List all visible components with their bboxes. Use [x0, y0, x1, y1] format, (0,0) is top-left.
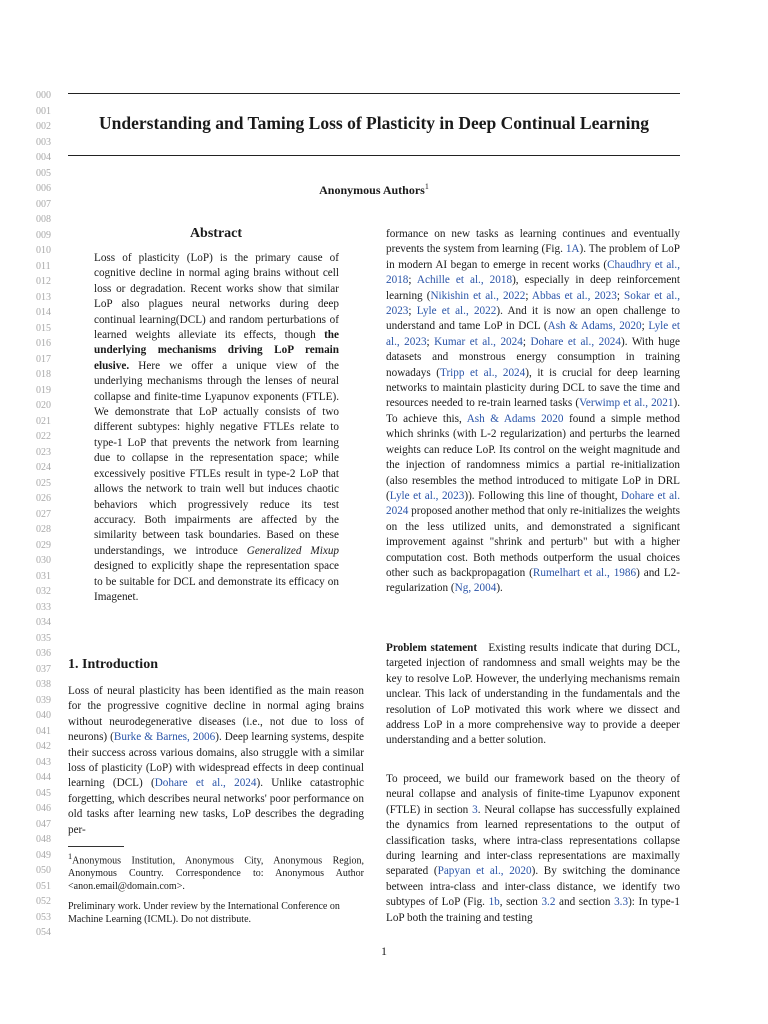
- body-text: ). To achieve this,: [386, 397, 680, 425]
- body-text: ). Deep learning systems, despite their success across various domains, also struggle with a similar loss of plasticity (LoP) with widespread effects in deep continual learning (DCL) (: [68, 731, 365, 790]
- line-number: 046: [36, 803, 51, 814]
- citation-link[interactable]: Kumar et al., 2024: [434, 335, 523, 348]
- line-number: 053: [36, 911, 51, 923]
- line-number: 010: [36, 245, 51, 256]
- citation-link[interactable]: Sokar et al., 2023: [386, 289, 681, 318]
- line-number: 042: [36, 741, 51, 752]
- body-text: ). Unlike catastrophic forgetting, which describes neural networks' poor performance on old tasks after learning new tasks, LoP describes the degrading per-: [68, 777, 364, 836]
- line-number: 048: [36, 834, 51, 845]
- body-text: ;: [525, 289, 532, 302]
- citation-link[interactable]: Ash & Adams, 2020: [547, 320, 642, 333]
- line-number: 018: [36, 369, 51, 380]
- body-text: . Neural collapse has successfully explained the dynamics from learned representations to the output of classification tasks, where intra-class representations collapse during learning and inter-class representations are maximally separated (: [386, 803, 680, 878]
- line-number: 050: [36, 865, 51, 876]
- citation-link[interactable]: Dohare et al. 2024: [386, 489, 680, 518]
- citation-link[interactable]: Lyle et al., 2023: [386, 320, 680, 348]
- abstract-text: Loss of plasticity (LoP) is the primary cause of cognitive decline in normal aging brains without cell loss or degradation. Recent works show that similar LoP also plagues neural networks during deep continual learning(DCL) and random perturbations of learned weights alleviate its effects, though: [94, 252, 339, 342]
- line-number: 041: [36, 725, 51, 737]
- citation-link[interactable]: Achille et al., 2018: [416, 274, 513, 287]
- line-number: 047: [36, 818, 51, 830]
- citation-link[interactable]: Burke & Barnes, 2006: [113, 731, 216, 744]
- line-number: 020: [36, 400, 51, 411]
- affiliation-footnote: [68, 850, 364, 893]
- line-number: 009: [36, 229, 51, 241]
- line-number: 039: [36, 694, 51, 706]
- line-number: 017: [36, 353, 51, 365]
- line-number: 032: [36, 586, 51, 597]
- top-rule: [68, 93, 680, 94]
- line-number: 026: [36, 493, 51, 504]
- body-text: ), especially in deep reinforcement learning (: [386, 274, 681, 302]
- proceed-paragraph: [386, 772, 680, 926]
- line-number: 016: [36, 338, 51, 349]
- citation-link[interactable]: 1b: [488, 896, 500, 909]
- line-number: 000: [36, 90, 51, 101]
- footnote-mark: 1: [68, 852, 73, 861]
- line-number: 025: [36, 477, 51, 489]
- line-number: 024: [36, 462, 51, 473]
- citation-link[interactable]: Abbas et al., 2023: [531, 289, 617, 302]
- intro-paragraph: [68, 684, 364, 838]
- body-text: )). Following this line of thought,: [464, 489, 622, 502]
- body-text: ). And it is now an open challenge to understand and tame LoP in DCL (: [386, 305, 681, 333]
- body-text: ;: [616, 289, 625, 302]
- section-heading-introduction: 1. Introduction: [68, 657, 158, 672]
- paper-title: Understanding and Taming Loss of Plasticity in Deep Continual Learning: [99, 113, 649, 133]
- line-number: 054: [36, 927, 51, 938]
- line-number: 045: [36, 787, 51, 799]
- line-number: 012: [36, 276, 51, 287]
- line-number: 007: [36, 198, 51, 210]
- citation-link[interactable]: Lyle et al., 2022: [416, 305, 497, 318]
- line-number: 028: [36, 524, 51, 535]
- page-number: 1: [381, 944, 387, 958]
- citation-link[interactable]: Ng, 2004: [454, 582, 497, 595]
- preliminary-notice: Preliminary work. Under review by the International Conference on Machine Learning (ICML). Do not distribute.: [68, 901, 340, 925]
- body-text: ). The problem of LoP in modern AI began to emerge in recent works (: [386, 243, 681, 271]
- line-number: 004: [36, 152, 51, 163]
- line-number: 037: [36, 663, 51, 675]
- body-text: ), it is crucial for deep learning networks to maintain plasticity during DCL to save the time and resources needed to re-train learned tasks (: [386, 366, 681, 410]
- intro-paragraph-continued: [386, 227, 680, 597]
- line-number: 044: [36, 772, 51, 783]
- line-number: 040: [36, 710, 51, 721]
- body-text: Existing results indicate that during DCL, targeted injection of randomness and small weights may be the key to resolve LoP. However, the underlying mechanisms remain unclear. This lack of understanding in the fundamentals and the resolution of LoP motivated this work where we dissect and address LoP in a more comprehensive way to provide a deeper understanding and a better solution.: [386, 642, 680, 747]
- citation-link[interactable]: Chaudhry et al., 2018: [386, 258, 680, 287]
- line-number: 030: [36, 555, 51, 566]
- body-text: ). By switching the dominance between intra-class and inter-class distance, we identify two subtypes of LoP (Fig.: [386, 865, 680, 909]
- body-text: , section: [499, 896, 542, 909]
- title-bottom-rule: [68, 155, 680, 156]
- line-number: 015: [36, 322, 51, 334]
- line-number: 001: [36, 105, 51, 117]
- author-footnote-mark: 1: [424, 182, 429, 191]
- body-text: proposed another method that only re-initializes the weights on the less utilized units, and demonstrated a significant improvement against "shrink and perturb" but with a higher computation cost. Both methods outperform the usual choices other such as backpropagation (: [386, 505, 680, 579]
- line-number: 008: [36, 214, 51, 225]
- line-number: 027: [36, 508, 51, 520]
- abstract-text: designed to explicitly shape the representation space to be suitable for DCL and demonstrate its efficacy on Imagenet.: [94, 560, 339, 603]
- body-text: found a simple method which shrinks (with L-2 regularization) and perturbs the learned weights can reduce LoP. Its control on the weight magnitude and the injection of randomness mimics a partial re-initialization (also resembles the method introduced to mitigate LoP in DRL (: [386, 412, 680, 502]
- line-numbers: [36, 88, 58, 941]
- author-line: [68, 182, 680, 198]
- line-number: 051: [36, 880, 51, 892]
- body-text: ;: [426, 335, 435, 348]
- citation-link[interactable]: Tripp et al., 2024: [440, 366, 526, 379]
- citation-link[interactable]: Dohare et al., 2024: [154, 777, 257, 790]
- body-text: ): In type-1 LoP both the training and testing: [386, 896, 680, 924]
- body-text: To proceed, we build our framework based on the theory of neural collapse and analysis of finite-time Lyapunov exponent (FTLE) in section: [386, 773, 680, 816]
- line-number: 013: [36, 291, 51, 303]
- line-number: 031: [36, 570, 51, 582]
- citation-link[interactable]: 1A: [565, 243, 580, 256]
- citation-link[interactable]: 3.3: [614, 896, 629, 909]
- line-number: 034: [36, 617, 51, 628]
- body-text: and section: [555, 896, 615, 909]
- footnote-text: Anonymous Institution, Anonymous City, Anonymous Region, Anonymous Country. Correspondence to: Anonymous Author <anon.email@domain.com>.: [68, 855, 364, 893]
- line-number: 022: [36, 431, 51, 442]
- line-number: 029: [36, 539, 51, 551]
- line-number: 052: [36, 896, 51, 907]
- body-text: ;: [408, 305, 417, 318]
- abstract-heading: Abstract: [189, 226, 243, 241]
- line-number: 036: [36, 648, 51, 659]
- body-text: ;: [641, 320, 649, 333]
- line-number: 011: [36, 260, 51, 272]
- citation-link[interactable]: 3: [472, 803, 478, 816]
- body-text: ;: [522, 335, 531, 348]
- line-number: 049: [36, 849, 51, 861]
- line-number: 005: [36, 167, 51, 179]
- problem-statement-lead: Problem statement: [386, 642, 478, 654]
- body-text: ).: [496, 582, 503, 595]
- line-number: 023: [36, 446, 51, 458]
- abstract-italic: Generalized Mixup: [246, 544, 340, 557]
- line-number: 002: [36, 121, 51, 132]
- body-text: ). With huge datasets and monstrous energy consumption in training nowadays (: [386, 335, 680, 379]
- citation-link[interactable]: Lyle et al., 2023: [389, 489, 465, 502]
- abstract-bold: the underlying mechanisms driving LoP remain elusive.: [94, 329, 339, 372]
- body-text: ;: [408, 274, 417, 287]
- abstract-text: Here we offer a unique view of the underlying mechanisms through the lenses of neural collapse and finite-time Lyapunov exponents (FTLE). We demonstrate that LoP actually consists of two different subtypes: highly negative FTLEs relate to type-1 LoP that prevents the network from learning due to collapse in the representation space; while excessively positive FTLEs result in type-2 LoP that allows the network to train well but induces chaotic behaviors which progressively reduce its test accuracy. Both impairments are affected by the similarity between task boundaries. Based on these understandings, we introduce: [94, 359, 339, 557]
- citation-link[interactable]: Papyan et al., 2020: [437, 865, 532, 878]
- problem-statement-paragraph: [386, 641, 680, 749]
- body-text: Loss of neural plasticity has been identified as the main reason for the progressive cognitive decline in normal aging brains without neurodegenerative diseases (i.e., not due to loss of neurons) (: [68, 685, 364, 744]
- body-text: formance on new tasks as learning continues and eventually prevents the system from learning (Fig.: [386, 228, 680, 256]
- line-number: 033: [36, 601, 51, 613]
- abstract-body: [94, 251, 339, 605]
- line-number: 014: [36, 307, 51, 318]
- body-text: ) and L2-regularization (: [386, 566, 681, 595]
- line-number: 006: [36, 183, 51, 194]
- line-number: 019: [36, 384, 51, 396]
- citation-link[interactable]: Ash & Adams 2020: [466, 412, 564, 425]
- citation-link[interactable]: 3.2: [541, 896, 556, 909]
- line-number: 035: [36, 632, 51, 644]
- citation-link[interactable]: Nikishin et al., 2022: [430, 289, 526, 302]
- line-number: 043: [36, 756, 51, 768]
- citation-link[interactable]: Verwimp et al., 2021: [579, 397, 674, 410]
- citation-link[interactable]: Rumelhart et al., 1986: [532, 566, 637, 579]
- line-number: 003: [36, 136, 51, 148]
- line-number: 038: [36, 679, 51, 690]
- footnote-rule: [68, 846, 124, 847]
- citation-link[interactable]: Dohare et al., 2024: [530, 335, 621, 348]
- authors: Anonymous Authors: [319, 183, 425, 197]
- line-number: 021: [36, 415, 51, 427]
